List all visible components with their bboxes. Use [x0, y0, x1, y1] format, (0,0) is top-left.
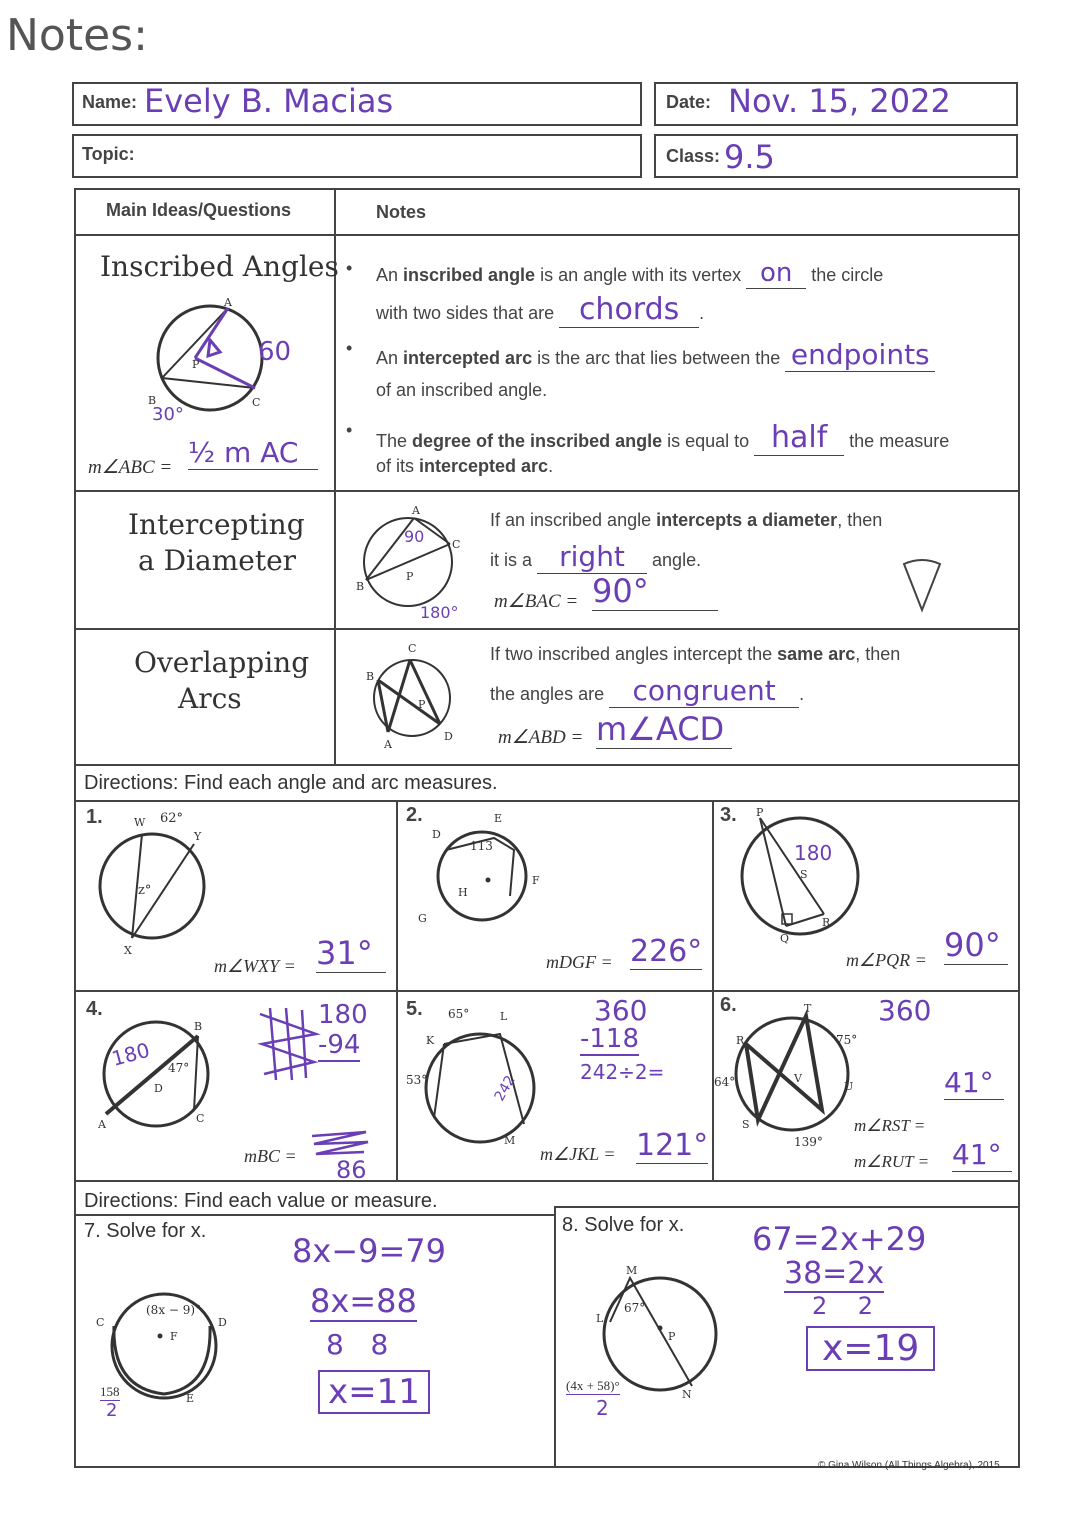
p4-answer: 86 — [336, 1156, 367, 1184]
svg-text:A: A — [98, 1118, 106, 1131]
p2-figure — [414, 812, 554, 926]
grid-col-solve — [554, 1206, 556, 1466]
name-box — [72, 82, 642, 126]
svg-text:242: 242 — [491, 1072, 519, 1104]
p6-number: 6. — [720, 994, 737, 1016]
date-value: Nov. 15, 2022 — [728, 82, 951, 120]
p8-answer: x=19 — [806, 1326, 935, 1371]
svg-text:64°: 64° — [714, 1075, 736, 1089]
svg-text:N: N — [682, 1388, 692, 1401]
inscribed-bullet-2: • An intercepted arc is the arc that lies between the endpoints — [376, 338, 1006, 372]
directions-1: Directions: Find each angle and arc measures. — [84, 772, 498, 794]
grid-line-top — [74, 800, 1020, 802]
row-line-2 — [74, 490, 1020, 492]
svg-text:K: K — [426, 1034, 435, 1047]
svg-text:D: D — [154, 1082, 163, 1095]
overlap-formula-value: m∠ACD — [596, 710, 732, 749]
p5-answer: 121° — [636, 1128, 709, 1163]
inscribed-formula-value: ½ m AC — [188, 436, 318, 470]
inscribed-bullet-2-cont: of an inscribed angle. — [376, 380, 548, 400]
p7-eq-1: 8x−9=79 — [292, 1232, 446, 1270]
directions-2: Directions: Find each value or measure. — [84, 1190, 438, 1212]
inscribed-angle-label: 60 — [258, 337, 292, 367]
overlap-line-1: If two inscribed angles intercept the same arc, then — [490, 644, 901, 664]
header-main-ideas: Main Ideas/Questions — [106, 200, 292, 220]
date-box — [654, 82, 1018, 126]
overlap-line-2: the angles are congruent . — [490, 674, 805, 707]
svg-text:D: D — [444, 730, 453, 743]
diameter-figure — [356, 500, 476, 620]
diameter-angle-label: 90 — [404, 527, 425, 546]
p7-title: 7. Solve for x. — [84, 1220, 207, 1242]
svg-text:A: A — [412, 504, 420, 517]
class-label: Class: — [666, 146, 721, 166]
p8-eq-1: 67=2x+29 — [752, 1220, 927, 1258]
row-line-4 — [74, 764, 1020, 766]
fill-half: half — [754, 420, 844, 456]
overlap-title-2: Arcs — [178, 682, 242, 715]
svg-text:C: C — [96, 1316, 105, 1329]
fill-on: on — [746, 258, 806, 289]
svg-text:C: C — [196, 1112, 205, 1125]
svg-text:180: 180 — [794, 841, 833, 865]
svg-text:47°: 47° — [168, 1061, 190, 1075]
p7-arc-div: 2 — [106, 1400, 118, 1421]
svg-text:z°: z° — [138, 883, 152, 898]
p1-figure — [94, 810, 224, 960]
date-label: Date: — [666, 92, 712, 112]
svg-text:R: R — [736, 1034, 745, 1047]
p6-figure — [710, 1000, 860, 1150]
p5-figure — [404, 1004, 554, 1154]
header-notes: Notes — [376, 202, 427, 222]
inscribed-bullet-3-cont: of its intercepted arc. — [376, 456, 554, 476]
p2-answer: 226° — [630, 934, 703, 969]
svg-text:139°: 139° — [794, 1135, 823, 1149]
p8-title: 8. Solve for x. — [562, 1214, 685, 1236]
svg-text:L: L — [596, 1312, 604, 1325]
p5-work-1: 360 — [594, 994, 648, 1027]
page-title: Notes: — [6, 10, 148, 61]
p8-expr: (4x + 58)° — [566, 1378, 620, 1393]
p7-eq-2: 8x=88 — [310, 1282, 417, 1320]
svg-text:180: 180 — [109, 1037, 153, 1071]
diameter-arc-label: 180° — [420, 603, 459, 622]
svg-text:(8x − 9)°: (8x − 9)° — [146, 1303, 202, 1317]
diameter-title-1: Intercepting — [128, 508, 305, 541]
p3-label: m∠PQR = — [846, 950, 927, 970]
p7-answer: x=11 — [318, 1370, 430, 1414]
grid-line-bottom — [74, 1180, 1020, 1182]
grid-col-1 — [396, 800, 398, 1180]
svg-text:G: G — [418, 912, 427, 925]
grid-line-solve — [74, 1214, 554, 1216]
p6-circle — [736, 1018, 848, 1130]
fill-chords: chords — [559, 292, 699, 328]
svg-text:C: C — [408, 642, 417, 655]
svg-text:P: P — [756, 806, 764, 819]
p7-eq-3: 8 8 — [326, 1328, 389, 1361]
p1-label: m∠WXY = — [214, 956, 296, 976]
p6-label-1: m∠RST = — [854, 1116, 926, 1135]
svg-text:62°: 62° — [160, 811, 184, 826]
inscribed-bullet-3: • The degree of the inscribed angle is equal to half the measure — [376, 420, 1006, 456]
diameter-line-1: If an inscribed angle intercepts a diameter, then — [490, 510, 883, 530]
svg-text:Q: Q — [780, 932, 790, 945]
p8-eq-3: 2 2 — [812, 1292, 874, 1320]
p6-answer-1: 41° — [944, 1066, 1004, 1100]
p4-work-1: 180 — [318, 1000, 368, 1030]
topic-label: Topic: — [82, 144, 135, 164]
p5-number: 5. — [406, 998, 423, 1020]
p3-number: 3. — [720, 804, 737, 826]
svg-text:67°: 67° — [624, 1301, 646, 1315]
overlap-figure — [364, 640, 464, 750]
svg-text:113: 113 — [470, 839, 493, 853]
inscribed-title: Inscribed Angles — [100, 250, 339, 283]
p7-arc: 158 — [100, 1384, 120, 1399]
class-box — [654, 134, 1018, 178]
p8-expr-div: 2 — [596, 1396, 609, 1420]
svg-text:H: H — [458, 886, 468, 899]
svg-text:75°: 75° — [836, 1033, 858, 1047]
svg-text:P: P — [192, 358, 200, 371]
p6-label-2: m∠RUT = — [854, 1152, 930, 1171]
row-line-1 — [74, 234, 1020, 236]
inscribed-bullet-1: • An inscribed angle is an angle with its vertex on the circle — [376, 258, 996, 289]
svg-text:M: M — [626, 1264, 638, 1277]
svg-text:T: T — [804, 1002, 812, 1015]
svg-text:65°: 65° — [448, 1007, 470, 1021]
p3-answer: 90° — [944, 926, 1008, 965]
p6-answer-2: 41° — [952, 1138, 1012, 1172]
svg-text:W: W — [134, 816, 146, 829]
row-line-3 — [74, 628, 1020, 630]
svg-text:P: P — [418, 698, 426, 711]
p1-number: 1. — [86, 806, 103, 828]
inscribed-arc-label: 30° — [152, 404, 184, 425]
shield-doodle — [900, 556, 944, 614]
fill-right: right — [537, 540, 647, 574]
svg-text:V: V — [794, 1072, 802, 1085]
p4-scribble — [256, 1004, 326, 1084]
svg-text:R: R — [822, 916, 831, 929]
svg-text:S: S — [742, 1118, 750, 1131]
p1-circle — [100, 834, 204, 938]
p5-work-3: 242÷2= — [580, 1060, 665, 1084]
p2-number: 2. — [406, 804, 423, 826]
inscribed-figure — [140, 296, 300, 425]
svg-text:C: C — [252, 396, 261, 409]
p6-total: 360 — [878, 994, 932, 1027]
inscribed-bullet-1-cont: with two sides that are chords . — [376, 292, 705, 327]
svg-text:Y: Y — [194, 830, 202, 843]
svg-text:L: L — [500, 1010, 508, 1023]
name-label: Name: — [82, 92, 138, 112]
svg-text:E: E — [494, 812, 503, 825]
svg-text:P: P — [668, 1330, 676, 1343]
p4-work-2: -94 — [318, 1030, 361, 1060]
p4-number: 4. — [86, 998, 103, 1020]
p2-label: mDGF = — [546, 952, 613, 972]
overlap-formula-label: m∠ABD = — [498, 727, 584, 748]
svg-text:E: E — [186, 1392, 195, 1405]
svg-text:53°: 53° — [406, 1073, 428, 1087]
p5-work-2: -118 — [580, 1024, 640, 1054]
topic-box — [72, 134, 642, 178]
diameter-formula-label: m∠BAC = — [494, 591, 579, 612]
svg-text:D: D — [218, 1316, 227, 1329]
p1-answer: 31° — [316, 934, 386, 973]
svg-text:B: B — [148, 394, 157, 407]
svg-text:B: B — [366, 670, 375, 683]
class-value: 9.5 — [724, 138, 775, 176]
name-value: Evely B. Macias — [144, 82, 394, 120]
diameter-title-2: a Diameter — [138, 544, 297, 577]
fill-endpoints: endpoints — [785, 338, 935, 372]
p5-label: m∠JKL = — [540, 1144, 616, 1164]
inscribed-formula-label: m∠ABC = — [88, 457, 173, 478]
grid-line-mid — [74, 990, 1020, 992]
svg-text:F: F — [532, 874, 540, 887]
p8-circle — [604, 1278, 716, 1390]
p8-eq-2: 38=2x — [784, 1256, 885, 1291]
svg-text:A: A — [384, 738, 392, 751]
svg-text:M: M — [504, 1134, 516, 1147]
p4-answer-scribble — [310, 1128, 370, 1158]
p4-label: mBC = — [244, 1146, 297, 1166]
diameter-formula-value: 90° — [592, 572, 718, 611]
svg-text:U: U — [844, 1080, 854, 1093]
svg-text:B: B — [194, 1020, 203, 1033]
p3-figure — [730, 808, 880, 948]
svg-text:B: B — [356, 580, 365, 593]
fill-congruent: congruent — [609, 674, 799, 708]
svg-text:A: A — [224, 296, 232, 309]
svg-text:D: D — [432, 828, 441, 841]
grid-line-solve-right — [554, 1206, 1020, 1208]
inscribed-circle — [158, 306, 262, 410]
svg-text:C: C — [452, 538, 461, 551]
copyright: © Gina Wilson (All Things Algebra), 2015 — [818, 1460, 1000, 1471]
overlap-title-1: Overlapping — [134, 646, 310, 679]
svg-text:P: P — [406, 570, 414, 583]
svg-text:X: X — [124, 944, 132, 957]
svg-text:F: F — [170, 1330, 178, 1343]
p4-figure — [94, 1014, 224, 1134]
diameter-line-2: it is a right angle. — [490, 540, 702, 573]
svg-text:S: S — [800, 868, 808, 881]
